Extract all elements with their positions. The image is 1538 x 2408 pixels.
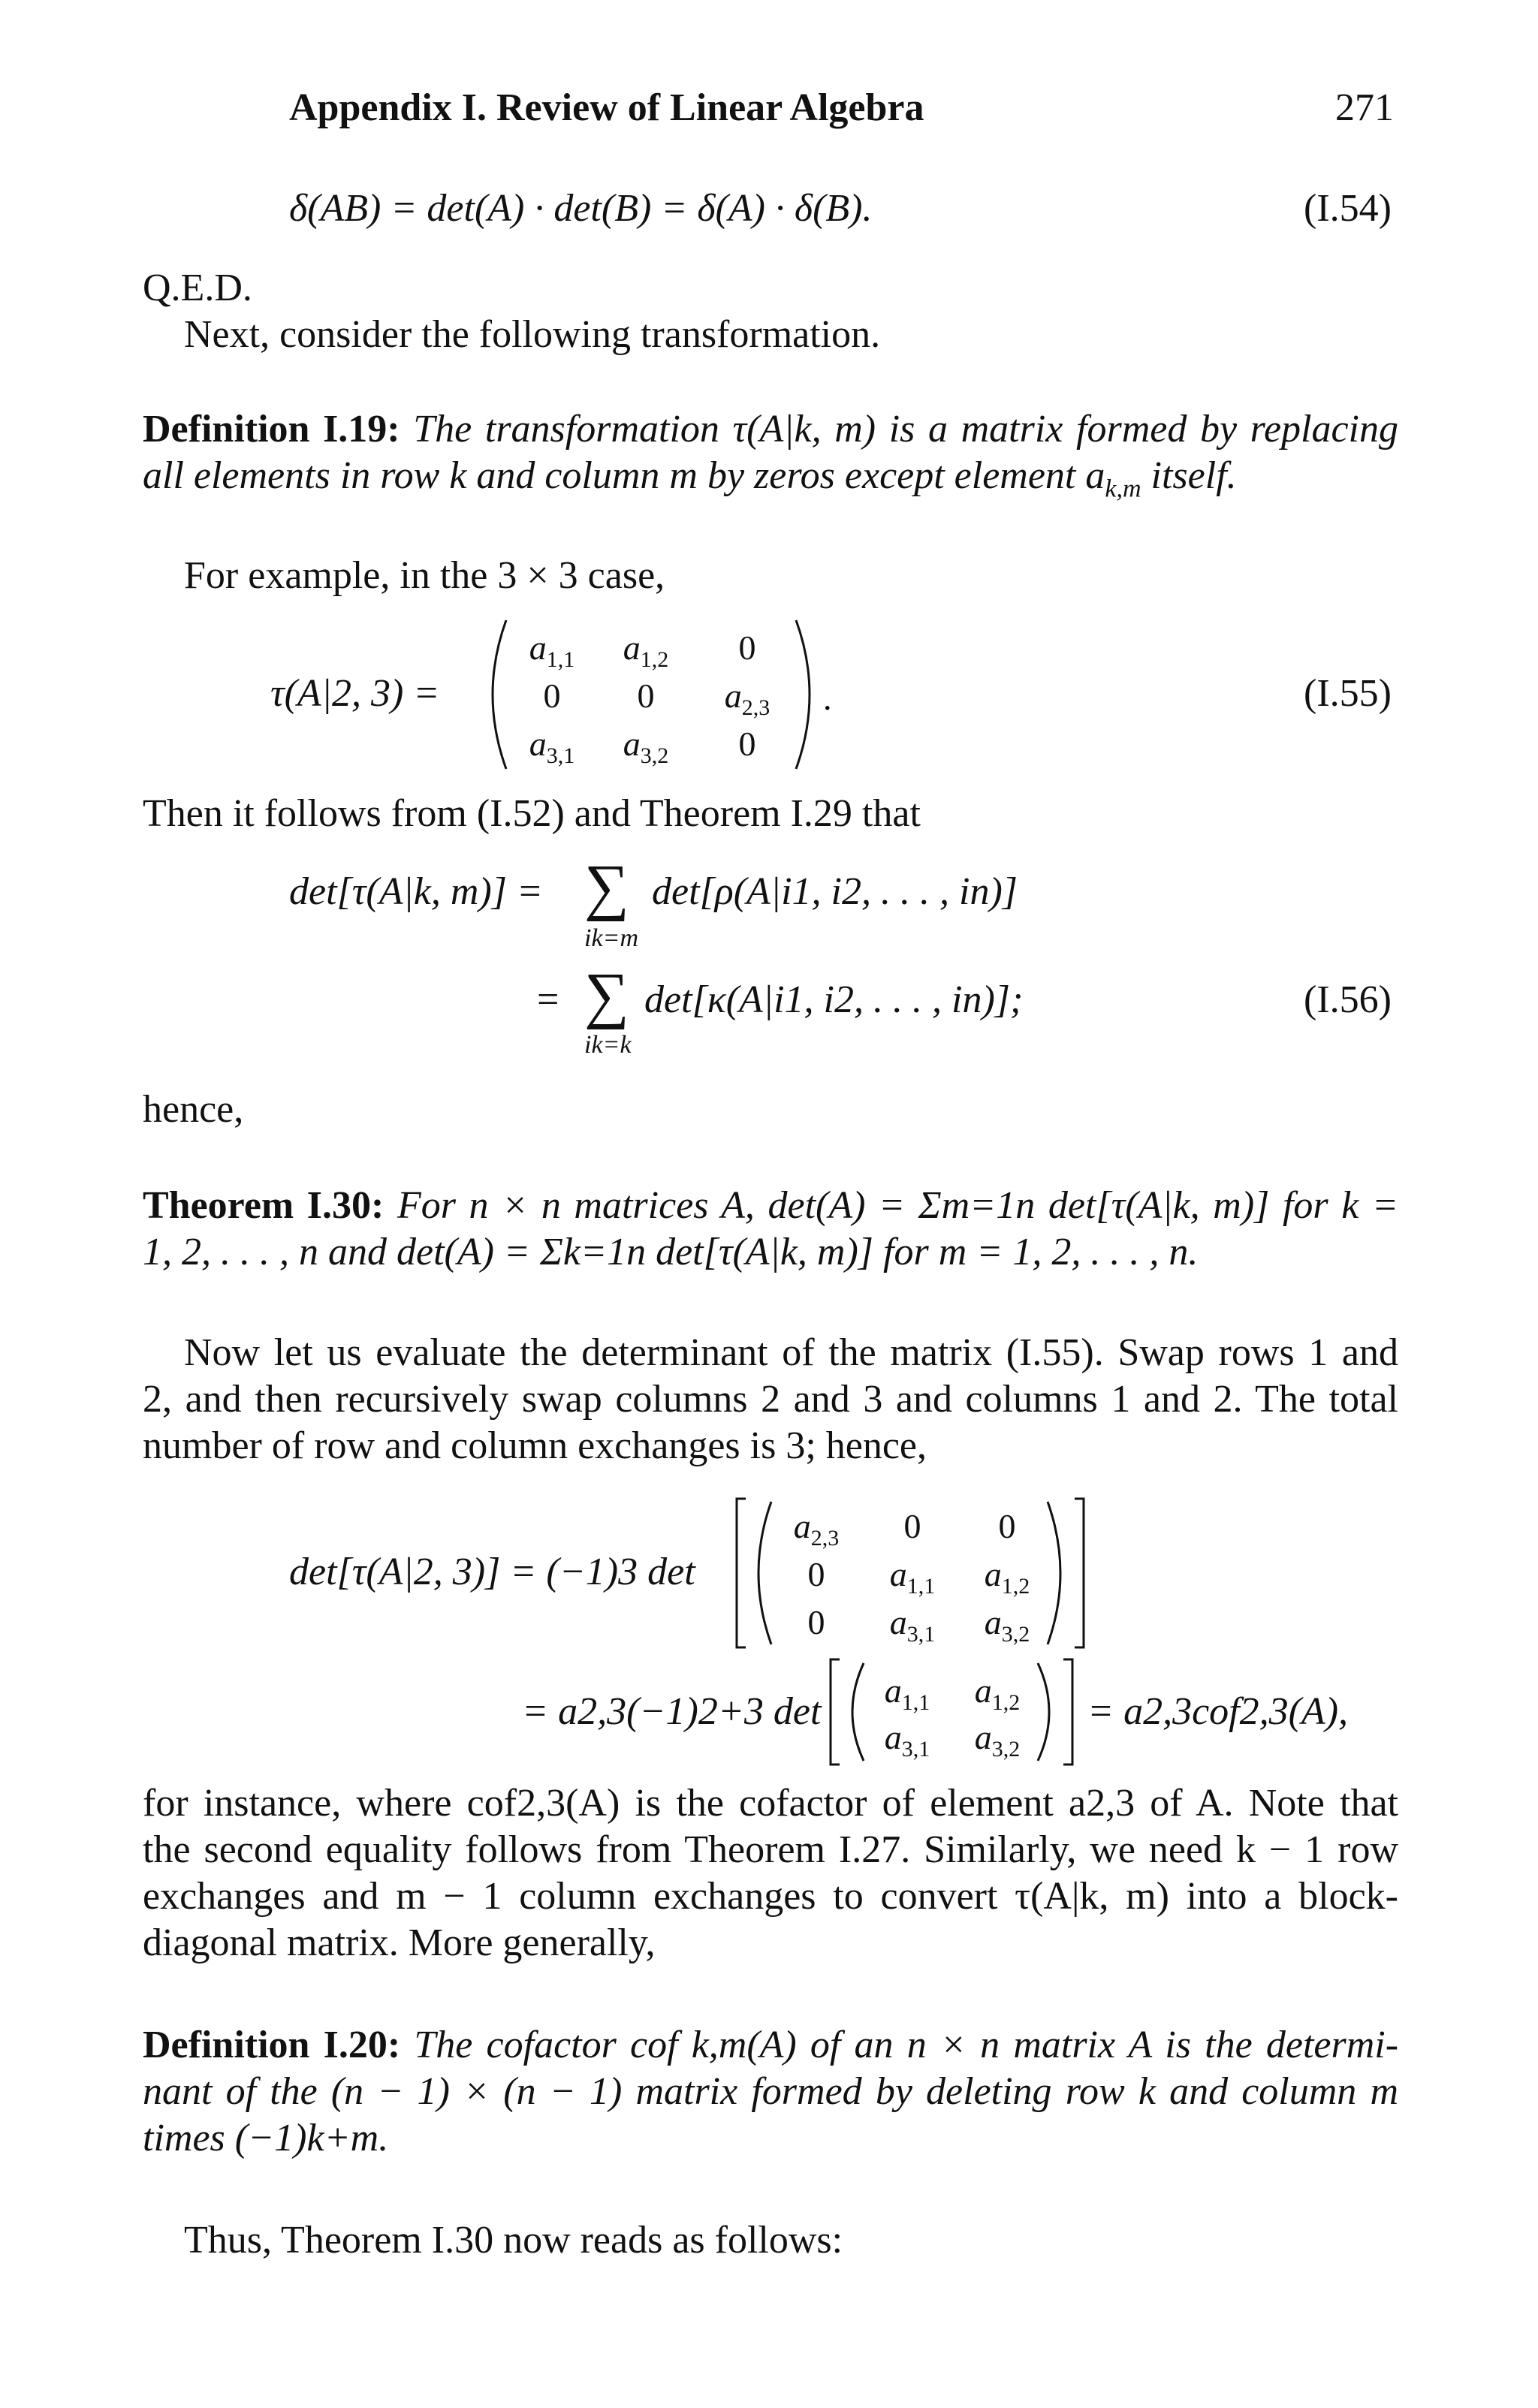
right-paren — [796, 620, 810, 769]
paragraph-for-line4: diagonal matrix. More generally, — [143, 1921, 656, 1964]
left-bracket — [831, 1659, 840, 1765]
definition-i20-text: The cofactor cof k,m(A) of an n × n matrix A is the determi- — [414, 2024, 1399, 2066]
definition-i20-line3: times (−1)k+m. — [143, 2117, 389, 2159]
right-paren — [1048, 1502, 1060, 1644]
m2-a32: $a_{3,2}$ — [974, 1718, 1021, 1762]
paragraph-now-line3: number of row and column exchanges is 3; hence, — [143, 1424, 927, 1467]
definition-i19-text: The transformation τ(A|k, m) is a matrix formed by replacing — [413, 408, 1399, 451]
equation-i54 — [289, 185, 873, 233]
right-paren — [1038, 1663, 1049, 1761]
equation-i55-matrix — [488, 616, 841, 773]
m55-a11: $a_{1,1}$ — [529, 628, 575, 672]
sum-index-1: ik=m — [584, 924, 639, 952]
det-matrix-1 — [732, 1494, 1093, 1652]
det-equation-line2-rhs: = a2,3cof2,3(A), — [1087, 1690, 1349, 1733]
paragraph-hence: hence, — [143, 1088, 244, 1131]
paragraph-thus: Thus, Theorem I.30 now reads as follows: — [184, 2219, 843, 2262]
definition-i19-line1 — [143, 405, 1398, 454]
m55-a32: $a_{3,2}$ — [623, 725, 669, 768]
page-number: 271 — [1335, 86, 1394, 129]
theorem-i30-text: For n × n matrices A, det(A) = Σm=1n det[τ(A|k, m)] for k = — [397, 1184, 1399, 1227]
m1-z2: 0 — [998, 1507, 1016, 1545]
m1-a32: $a_{3,2}$ — [984, 1603, 1030, 1647]
equation-i55-lhs: τ(A|2, 3) = — [270, 672, 440, 715]
paragraph-now-line1: Now let us evaluate the determinant of the matrix (I.55). Swap rows 1 and — [184, 1331, 1398, 1374]
definition-i19-subscript: k,m — [1105, 475, 1141, 503]
m55-a23: $a_{2,3}$ — [724, 677, 771, 720]
m1-a12: $a_{1,2}$ — [984, 1555, 1030, 1599]
m1-a31: $a_{3,1}$ — [889, 1603, 936, 1647]
m55-a12: $a_{1,2}$ — [623, 628, 669, 672]
definition-i20-label: Definition I.20: — [143, 2024, 401, 2066]
m55-a13: 0 — [738, 628, 756, 667]
m1-a11: $a_{1,1}$ — [889, 1555, 936, 1599]
paragraph-for-line2: the second equality follows from Theorem I.27. Similarly, we need k − 1 row — [143, 1828, 1398, 1871]
m2-a12: $a_{1,2}$ — [974, 1671, 1021, 1715]
equation-i56-rhs2: det[κ(A|i1, i2, . . . , in)]; — [644, 978, 1024, 1021]
m1-z3: 0 — [807, 1555, 825, 1593]
equation-i54-body: δ(AB) = det(A) · det(B) = δ(A) · δ(B). — [289, 187, 873, 230]
equation-i56-lhs: det[τ(A|k, m)] = — [289, 870, 544, 913]
sum-sign-2: ∑ — [584, 960, 629, 1030]
m55-a33: 0 — [738, 725, 756, 763]
det-equation-line2-lhs: = a2,3(−1)2+3 det — [522, 1690, 822, 1733]
running-header-title: Appendix I. Review of Linear Algebra — [289, 86, 924, 129]
definition-i20-line1 — [143, 2021, 1398, 2069]
left-paren — [493, 620, 506, 769]
paragraph-example: For example, in the 3 × 3 case, — [184, 554, 665, 597]
theorem-i30-line2: 1, 2, . . . , n and det(A) = Σk=1n det[τ(A|k, m)] for m = 1, 2, . . . , n. — [143, 1231, 1199, 1273]
paragraph-then: Then it follows from (I.52) and Theorem I.29 that — [143, 792, 921, 835]
left-bracket — [737, 1499, 746, 1647]
left-paren — [852, 1663, 864, 1761]
m1-a23: $a_{2,3}$ — [793, 1507, 840, 1551]
equation-number-i56: (I.56) — [1304, 978, 1392, 1021]
paragraph-for-line1: for instance, where cof2,3(A) is the cofactor of element a2,3 of A. Note that — [143, 1782, 1398, 1825]
theorem-i30-label: Theorem I.30: — [143, 1184, 384, 1227]
paragraph-now-line2: 2, and then recursively swap columns 2 and 3 and columns 1 and 2. The total — [143, 1378, 1398, 1421]
equation-number-i54: (I.54) — [1304, 187, 1392, 230]
equals-sign-2: = — [537, 978, 559, 1021]
definition-i19-label: Definition I.19: — [143, 408, 400, 451]
sum-sign-1: ∑ — [584, 852, 629, 922]
right-bracket — [1075, 1499, 1084, 1647]
right-bracket — [1063, 1659, 1072, 1765]
m1-z1: 0 — [903, 1507, 921, 1545]
m1-z4: 0 — [807, 1603, 825, 1641]
paragraph-for-line3: exchanges and m − 1 column exchanges to convert τ(A|k, m) into a block- — [143, 1875, 1398, 1918]
sum-index-2: ik=k — [584, 1031, 632, 1059]
det-matrix-2 — [826, 1656, 1081, 1768]
left-paren — [758, 1502, 771, 1644]
m2-a11: $a_{1,1}$ — [884, 1671, 930, 1715]
definition-i19-line2 — [143, 452, 1237, 503]
paragraph-next: Next, consider the following transformation. — [184, 313, 881, 356]
definition-i19-text-2: all elements in row k and column m by zeros except element a — [143, 454, 1105, 497]
definition-i20-line2: nant of the (n − 1) × (n − 1) matrix formed by deleting row k and column m — [143, 2070, 1398, 2113]
equation-i56-rhs1: det[ρ(A|i1, i2, . . . , in)] — [652, 870, 1018, 913]
det-equation-lhs: det[τ(A|2, 3)] = (−1)3 det — [289, 1551, 695, 1593]
m2-a31: $a_{3,1}$ — [884, 1718, 930, 1762]
m55-period: . — [823, 679, 832, 717]
definition-i19-text-3: itself. — [1141, 454, 1237, 497]
m55-a22: 0 — [637, 677, 655, 715]
m55-a21: 0 — [543, 677, 561, 715]
theorem-i30-line1 — [143, 1182, 1398, 1230]
equation-number-i55: (I.55) — [1304, 672, 1392, 715]
qed-mark: Q.E.D. — [143, 267, 252, 309]
m55-a31: $a_{3,1}$ — [529, 725, 575, 768]
